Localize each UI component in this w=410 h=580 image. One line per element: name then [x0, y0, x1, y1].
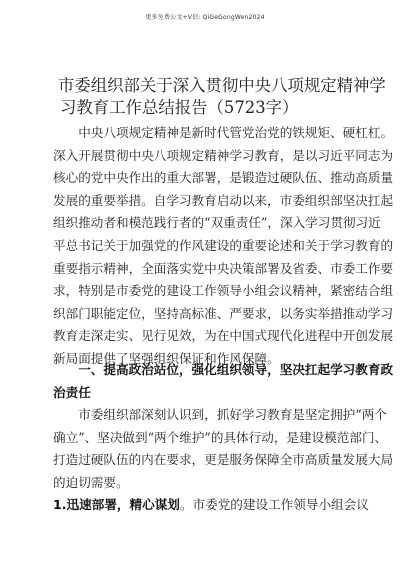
heading-line: 一、提高政治站位，强化组织领导，坚决扛起学习教育政 — [53, 362, 394, 377]
title-line-2: 习教育工作总结报告（5723字） — [60, 98, 299, 117]
paragraph-line: 中央八项规定精神是新时代管党治党的铁规矩、硬杠杠。 — [53, 125, 394, 140]
paragraph-line: 新局面提供了坚强组织保证和作风保障。 — [53, 350, 280, 366]
document-title — [58, 75, 386, 119]
paragraph-line: 确立”、坚决做到“两个维护”的具体行动，是建设模范部门、 — [53, 429, 388, 445]
section-heading-1 — [53, 359, 394, 404]
paragraph-line: 发展的重要举措。自学习教育启动以来，市委组织部坚决扛起 — [53, 192, 394, 208]
heading-line: 治责任 — [53, 384, 91, 400]
paragraph-line: 深入开展贯彻中央八项规定精神学习教育，是以习近平同志为 — [53, 147, 394, 163]
paragraph-line: 市委组织部深刻认识到，抓好学习教育是坚定拥护“两个 — [53, 407, 387, 422]
paragraph-line: 织部门职能定位，坚持高标准、严要求，以务实举措推动学习 — [53, 305, 394, 321]
section-1-paragraph — [53, 404, 394, 494]
paragraph-line: 求，特别是市委党的建设工作领导小组会议精神，紧密结合组 — [53, 283, 394, 299]
subsection-text: 。市委党的建设工作领导小组会议 — [179, 497, 369, 512]
paragraph-line: 核心的党中央作出的重大部署，是锻造过硬队伍、推动高质量 — [53, 170, 394, 186]
paragraph-line: 重要指示精神，全面落实党中央决策部署及省委、市委工作要 — [53, 260, 394, 276]
subsection-lead: 1.迅速部署，精心谋划 — [53, 497, 180, 512]
paragraph-line: 教育走深走实、见行见效，为在中国式现代化进程中开创发展 — [53, 328, 394, 344]
paragraph-line: 平总书记关于加强党的作风建设的重要论述和关于学习教育的 — [53, 237, 394, 253]
subsection-paragraph — [53, 494, 369, 517]
header-note: 更多免费公文+V信: QiGeGongWen2024 — [145, 14, 265, 21]
intro-paragraph — [53, 122, 394, 371]
paragraph-line: 组织推动者和模范践行者的“双重责任”，深入学习贯彻习近 — [53, 215, 381, 231]
paragraph-line: 打造过硬队伍的内在要求，更是服务保障全市高质量发展大局 — [53, 452, 394, 468]
title-line-1: 市委组织部关于深入贯彻中央八项规定精神学 — [58, 76, 386, 95]
paragraph-line: 的迫切需要。 — [53, 474, 129, 490]
